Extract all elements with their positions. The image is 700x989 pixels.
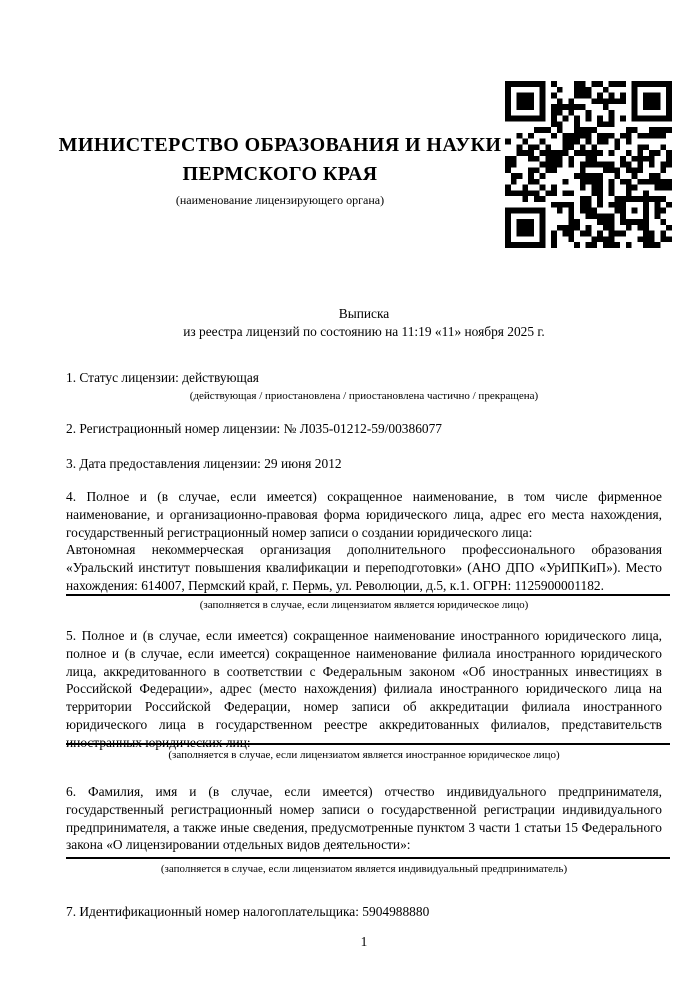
section-6-entrepreneur: 6. Фамилия, имя и (в случае, если имеется) отчество индивидуального предпринимателя, государственный регистрационный номер записи о государственной регистрации индивидуального предпринимателя, а также иные сведения, предусмотренные пунктом 3 части 1 статьи 15 Федерального закона «О лицензировании отдельных видов деятельности»: (66, 784, 662, 853)
section-7-inn: 7. Идентификационный номер налогоплательщика: 5904988880 (66, 904, 430, 919)
section-3-license-date: 3. Дата предоставления лицензии: 29 июня 2012 (66, 456, 342, 471)
separator-line-5 (66, 743, 670, 745)
section-1-status: 1. Статус лицензии: действующая (66, 370, 259, 385)
separator-line-6 (66, 857, 670, 859)
ministry-header (56, 131, 504, 208)
separator-line-4 (66, 594, 670, 596)
section-5-foreign-entity: 5. Полное и (в случае, если имеется) сокращенное наименование иностранного юридического лица, полное и (в случае, если имеется) сокращенное наименование филиала иностранного юридического лица, аккредитованного в соответствии с Федеральным законом «Об иностранных инвестициях в Российской Федерации», адрес (место нахождения) филиала иностранного юридического лица на территории Российской Федерации, номер записи об аккредитации филиала иностранного юридического лица в государственном реестре аккредитованных филиалов, представительств иностранных юридических лиц: (66, 628, 662, 750)
section-4-paragraph-2: Автономная некоммерческая организация дополнительного профессионального образования «Уральский институт повышения квалификации и переподготовки» (АНО ДПО «УрИПКиП»). Место нахождения: 614007, Пермский край, г. Пермь, ул. Революции, д.5, к.1. ОГРН: 1125900001182. (66, 542, 662, 593)
section-5-caption: (заполняется в случае, если лицензиатом является иностранное юридическое лицо) (168, 749, 560, 761)
page-number: 1 (360, 934, 368, 949)
section-4-caption: (заполняется в случае, если лицензиатом является юридическое лицо) (199, 599, 529, 611)
section-4-paragraph-1: 4. Полное и (в случае, если имеется) сокращенное наименование, в том числе фирменное наименование, и организационно-правовая форма юридического лица, адрес его места нахождения, государственный регистрационный номер записи о создании юридического лица: (66, 489, 662, 540)
ministry-title-line2: ПЕРМСКОГО КРАЯ (182, 163, 378, 185)
document-subtitle (66, 305, 662, 341)
section-4-legal-entity (66, 488, 662, 595)
subtitle-line1: Выписка (338, 306, 390, 321)
qr-code-icon (505, 81, 672, 248)
subtitle-line2: из реестра лицензий по состоянию на 11:19 «11» ноября 2025 г. (183, 323, 545, 339)
ministry-title-line1: МИНИСТЕРСТВО ОБРАЗОВАНИЯ И НАУКИ (58, 134, 502, 156)
section-2-reg-number: 2. Регистрационный номер лицензии: № Л035-01212-59/00386077 (66, 421, 442, 436)
section-1-caption: (действующая / приостановлена / приостановлена частично / прекращена) (189, 390, 539, 402)
ministry-title-caption: (наименование лицензирующего органа) (175, 193, 385, 207)
section-6-caption: (заполняется в случае, если лицензиатом является индивидуальный предприниматель) (160, 863, 568, 875)
